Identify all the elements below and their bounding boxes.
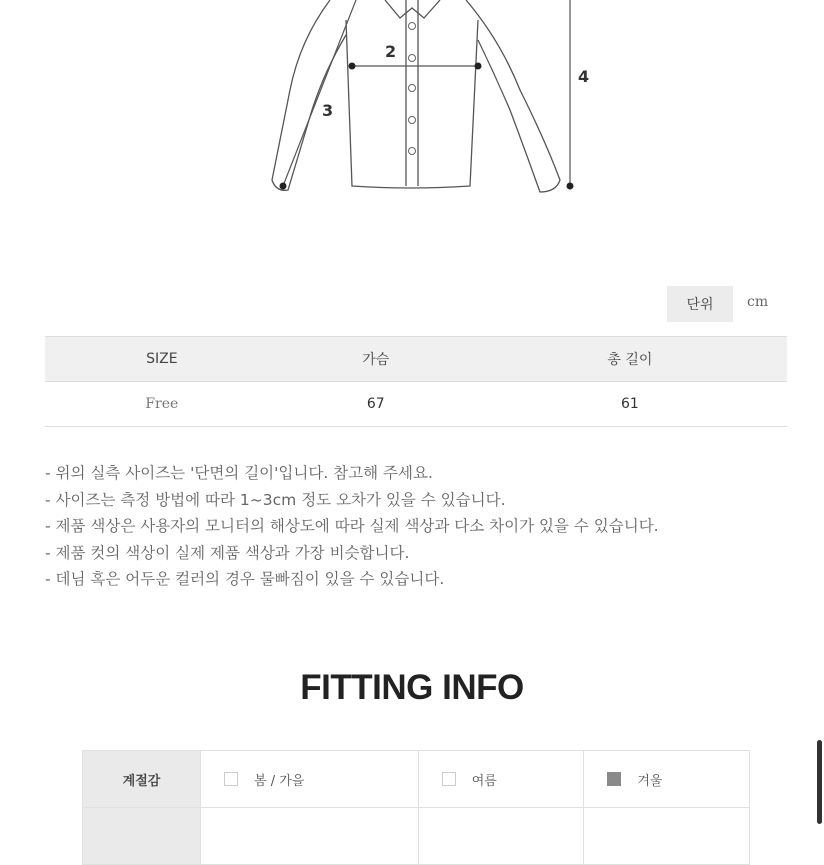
fitting-table	[82, 750, 750, 865]
measure-label-chest: 2	[385, 42, 397, 61]
note-item: - 위의 실측 사이즈는 '단면의 길이'입니다. 참고해 주세요.	[45, 464, 433, 482]
option-label: 여름	[471, 773, 497, 789]
option-label: 겨울	[637, 773, 663, 789]
measurement-diagram	[0, 0, 824, 240]
season-label: 계절감	[83, 751, 201, 808]
table-row	[83, 751, 750, 808]
size-table-header	[45, 337, 787, 382]
size-notes	[45, 460, 659, 593]
measure-label-sleeve: 3	[322, 101, 334, 120]
header-length: 총 길이	[473, 337, 787, 382]
season-option-summer	[418, 751, 584, 808]
cell-size: Free	[45, 382, 279, 427]
note-item: - 데님 혹은 어두운 컬러의 경우 물빠짐이 있을 수 있습니다.	[45, 570, 445, 588]
note-item: - 사이즈는 측정 방법에 따라 1~3cm 정도 오차가 있을 수 있습니다.	[45, 490, 506, 509]
option-label: 봄 / 가을	[254, 773, 305, 789]
unit-label: 단위	[667, 286, 733, 322]
checkbox-icon	[224, 772, 238, 786]
fitting-info-title: FITTING INFO	[300, 668, 524, 707]
checkbox-icon	[442, 772, 456, 786]
size-table	[45, 336, 787, 427]
table-row	[45, 382, 787, 427]
header-chest: 가슴	[279, 337, 473, 382]
season-option-winter	[584, 751, 750, 808]
note-item: - 제품 컷의 색상이 실제 제품 색상과 가장 비슷합니다.	[45, 543, 410, 562]
scrollbar[interactable]	[817, 740, 822, 824]
table-row	[83, 808, 750, 865]
header-size: SIZE	[45, 337, 279, 382]
season-option-spring-fall	[201, 751, 419, 808]
cell-length: 61	[473, 382, 787, 427]
cell-chest: 67	[279, 382, 473, 427]
checkbox-checked-icon	[607, 772, 621, 786]
measure-label-length: 4	[578, 67, 590, 86]
note-item: - 제품 색상은 사용자의 모니터의 해상도에 따라 실제 색상과 다소 차이가 있을 수 있습니다.	[45, 517, 659, 535]
unit-value: cm	[747, 294, 769, 310]
